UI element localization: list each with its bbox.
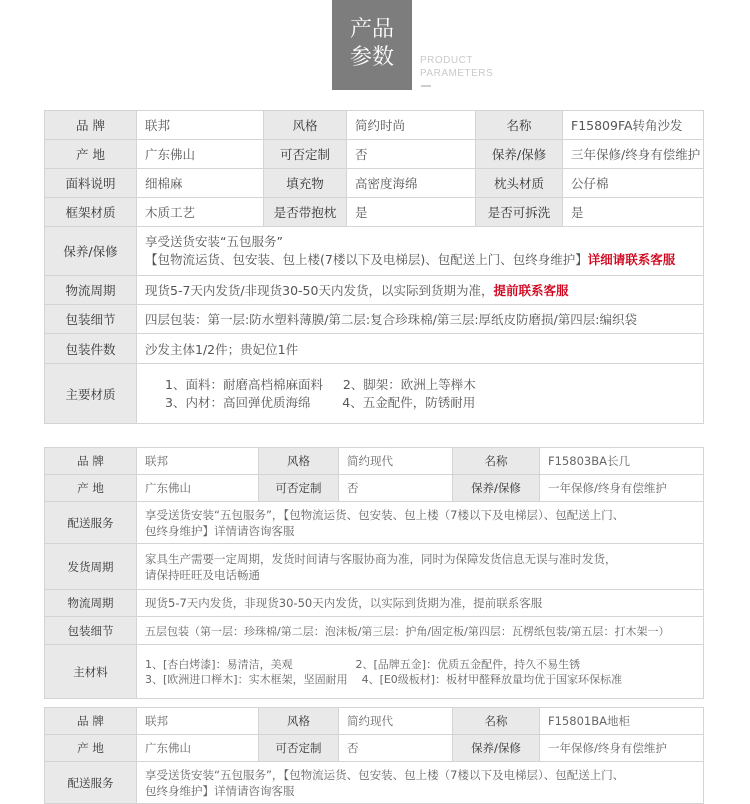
table-row [45, 590, 704, 617]
value-style: 简约现代 [339, 708, 453, 735]
label-shipping: 发货周期 [45, 544, 137, 590]
table-row [45, 475, 704, 502]
label-main-material: 主材料 [45, 645, 137, 699]
value-filling: 高密度海绵 [347, 169, 476, 198]
header-subtitle [420, 54, 493, 80]
value-main-material [137, 645, 704, 699]
value-packing: 四层包装：第一层:防水塑料薄膜/第二层:复合珍珠棉/第三层:厚纸皮防磨损/第四层:编织袋 [137, 305, 704, 334]
delivery-line1: 享受送货安装“五包服务”，【包物流运货、包安装、包上楼（7楼以下及电梯层）、包配送上门、 [145, 507, 625, 522]
header-en-line2: PARAMETERS [420, 68, 494, 79]
value-warranty: 三年保修/终身有偿维护 [563, 140, 704, 169]
value-fabric: 细棉麻 [137, 169, 264, 198]
material-line1: 1、面料：耐磨高档棉麻面料 2、脚架：欧洲上等榉木 [165, 376, 476, 392]
label-brand: 品 牌 [45, 448, 137, 475]
label-name: 名称 [453, 448, 540, 475]
label-warranty: 保养/保修 [453, 475, 540, 502]
label-customizable: 可否定制 [259, 475, 339, 502]
label-packing: 包装细节 [45, 305, 137, 334]
spec-table-sofa [44, 110, 704, 424]
label-style: 风格 [264, 111, 347, 140]
label-name: 名称 [476, 111, 563, 140]
value-name: F15809FA转角沙发 [563, 111, 704, 140]
label-origin: 产 地 [45, 140, 137, 169]
table-row [45, 169, 704, 198]
label-warranty: 保养/保修 [453, 735, 540, 762]
value-pillow-material: 公仔棉 [563, 169, 704, 198]
value-service [137, 227, 704, 276]
value-logistics: 现货5-7天内发货，非现货30-50天内发货，以实际到货期为准，提前联系客服 [137, 590, 704, 617]
label-filling: 填充物 [264, 169, 347, 198]
shipping-line1: 家具生产需要一定周期，发货时间请与客服协商为准，同时为保障发货信息无误与准时发货， [145, 551, 617, 566]
table-row [45, 305, 704, 334]
logistics-contact-highlight: 提前联系客服 [493, 283, 569, 298]
header-en-line1: PRODUCT [420, 55, 473, 66]
delivery-line1: 享受送货安装“五包服务”，【包物流运货、包安装、包上楼（7楼以下及电梯层）、包配送上门、 [145, 767, 625, 782]
table-row [45, 645, 704, 699]
value-origin: 广东佛山 [137, 475, 259, 502]
label-origin: 产 地 [45, 735, 137, 762]
value-logistics [137, 276, 704, 305]
value-delivery [137, 502, 704, 544]
label-frame: 框架材质 [45, 198, 137, 227]
value-origin: 广东佛山 [137, 140, 264, 169]
value-delivery [137, 762, 704, 804]
delivery-line2: 包终身维护】详情请咨询客服 [145, 783, 295, 798]
service-contact-highlight: 详细请联系客服 [587, 252, 676, 267]
table-row [45, 617, 704, 645]
value-brand: 联邦 [137, 111, 264, 140]
label-logistics: 物流周期 [45, 276, 137, 305]
delivery-line2: 包终身维护】详情请咨询客服 [145, 523, 295, 538]
value-warranty: 一年保修/终身有偿维护 [540, 475, 704, 502]
value-washable: 是 [563, 198, 704, 227]
label-washable: 是否可拆洗 [476, 198, 563, 227]
table-row [45, 708, 704, 735]
label-brand: 品 牌 [45, 708, 137, 735]
header-divider [421, 85, 431, 87]
value-style: 简约现代 [339, 448, 453, 475]
header-title-line1: 产品 [349, 17, 394, 42]
value-customizable: 否 [339, 475, 453, 502]
label-warranty: 保养/保修 [476, 140, 563, 169]
header-title [332, 16, 412, 72]
value-style: 简约时尚 [347, 111, 476, 140]
label-brand: 品 牌 [45, 111, 137, 140]
value-material [137, 364, 704, 424]
value-name: F15801BA地柜 [540, 708, 704, 735]
table-row [45, 448, 704, 475]
label-pillow-material: 枕头材质 [476, 169, 563, 198]
label-delivery: 配送服务 [45, 502, 137, 544]
label-package-count: 包装件数 [45, 334, 137, 364]
label-origin: 产 地 [45, 475, 137, 502]
spec-table-tea-table [44, 447, 704, 699]
label-customizable: 可否定制 [259, 735, 339, 762]
spec-table-tv-cabinet [44, 707, 704, 804]
table-row [45, 111, 704, 140]
table-row [45, 544, 704, 590]
service-line2 [145, 251, 695, 269]
value-frame: 木质工艺 [137, 198, 264, 227]
value-brand: 联邦 [137, 708, 259, 735]
value-name: F15803BA长几 [540, 448, 704, 475]
table-row [45, 227, 704, 276]
table-row [45, 276, 704, 305]
service-line2-text: 【包物流运货、包安装、包上楼(7楼以下及电梯层)、包配送上门、包终身维护】 [145, 252, 588, 267]
label-delivery: 配送服务 [45, 762, 137, 804]
value-package-count: 沙发主体1/2件；贵妃位1件 [137, 334, 704, 364]
value-warranty: 一年保修/终身有偿维护 [540, 735, 704, 762]
material-line2: 3、[欧洲进口榉木]：实木框架，坚固耐用 4、[E0级板材]：板材甲醛释放量均优于国家环保标准 [145, 672, 623, 686]
table-row [45, 140, 704, 169]
value-customizable: 否 [347, 140, 476, 169]
label-style: 风格 [259, 708, 339, 735]
header-title-line2: 参数 [349, 45, 394, 70]
label-logistics: 物流周期 [45, 590, 137, 617]
label-packing: 包装细节 [45, 617, 137, 645]
table-row [45, 198, 704, 227]
value-origin: 广东佛山 [137, 735, 259, 762]
label-service: 保养/保修 [45, 227, 137, 276]
value-cushion: 是 [347, 198, 476, 227]
table-row [45, 762, 704, 804]
material-line1: 1、[杏白烤漆]：易清洁，美观 2、[品牌五金]：优质五金配件，持久不易生锈 [145, 657, 581, 671]
table-row [45, 334, 704, 364]
logistics-text: 现货5-7天内发货/非现货30-50天内发货，以实际到货期为准， [145, 283, 494, 298]
value-customizable: 否 [339, 735, 453, 762]
label-customizable: 可否定制 [264, 140, 347, 169]
table-row [45, 364, 704, 424]
label-material: 主要材质 [45, 364, 137, 424]
label-fabric: 面料说明 [45, 169, 137, 198]
service-line1: 享受送货安装“五包服务” [145, 234, 283, 249]
table-row [45, 502, 704, 544]
shipping-line2: 请保持旺旺及电话畅通 [145, 567, 260, 582]
label-style: 风格 [259, 448, 339, 475]
material-line2: 3、内材：高回弹优质海绵 4、五金配件，防锈耐用 [165, 394, 476, 410]
label-cushion: 是否带抱枕 [264, 198, 347, 227]
table-row [45, 735, 704, 762]
value-packing: 五层包装（第一层：珍珠棉/第二层：泡沫板/第三层：护角/固定板/第四层：瓦楞纸包装/第五层：打木架一） [137, 617, 704, 645]
label-name: 名称 [453, 708, 540, 735]
value-shipping [137, 544, 704, 590]
value-brand: 联邦 [137, 448, 259, 475]
